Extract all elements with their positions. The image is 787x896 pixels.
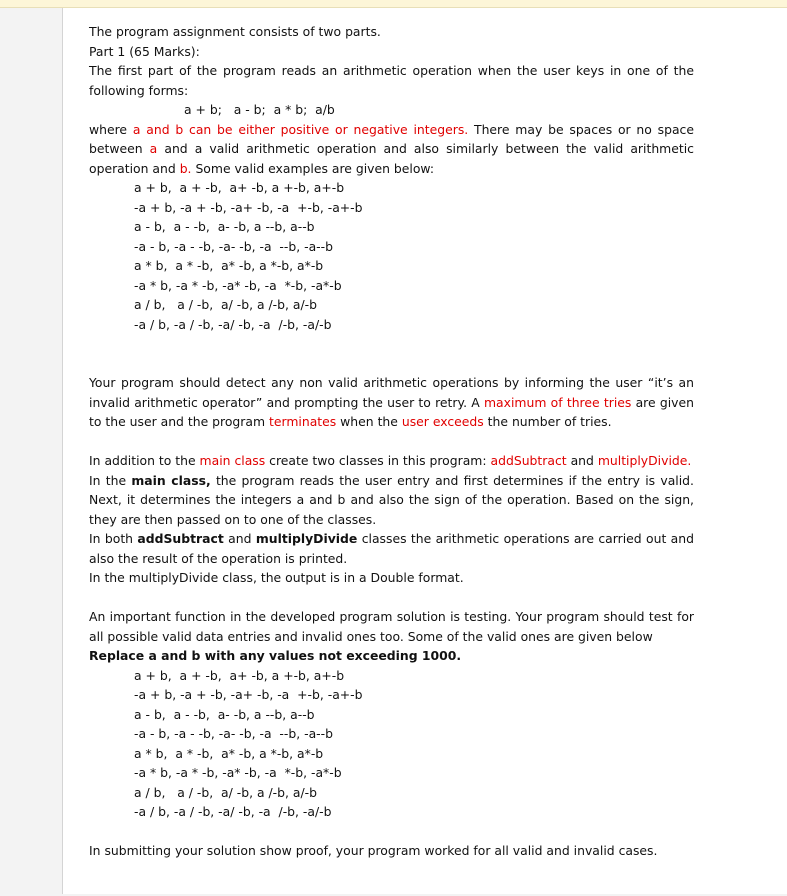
bold-addsubtract: addSubtract (137, 531, 224, 546)
paragraph-forms-intro: The first part of the program reads an arithmetic operation when the user keys in one of the following forms: (89, 63, 694, 98)
highlight-a: a (149, 141, 158, 156)
document-page (62, 8, 787, 894)
bold-multiplydivide: multiplyDivide (255, 531, 358, 546)
paragraph-classes: In addition to the main class create two classes in this program: addSubtract and multiplyDivide. (89, 453, 692, 468)
example-line: -a + b, -a + -b, -a+ -b, -a +-b, -a+-b (134, 199, 363, 215)
example-line: -a - b, -a - -b, -a- -b, -a --b, -a--b (134, 238, 333, 254)
paragraph-invalid-detection: Your program should detect any non valid arithmetic operations by informing the user “it’s an invalid arithmetic operator” and prompting the user to retry. A maximum of three tries are given to the user and the program terminates when the user exceeds the number of tries. (89, 375, 694, 429)
document-body (89, 22, 694, 861)
paragraph-testing: An important function in the developed program solution is testing. Your program should test for all possible valid data entries and invalid ones too. Some of the valid ones are given below (89, 609, 694, 644)
paragraph-double-format: In the multiplyDivide class, the output is in a Double format. (89, 570, 464, 585)
highlight-max-tries: maximum of three tries (483, 394, 632, 410)
forms-line: a + b; a - b; a * b; a/b (184, 102, 335, 117)
highlight-terminates: terminates (268, 414, 337, 429)
valid-examples-list-2 (89, 666, 694, 822)
example-line: a - b, a - -b, a- -b, a --b, a--b (134, 219, 315, 234)
paragraph-where: where a and b can be either positive or negative integers. There may be spaces or no space between a and a valid arithmetic operation and also similarly between the valid arithmetic operation and b. Some valid examples are given below: (89, 121, 694, 176)
bold-main-class: main class, (131, 472, 211, 488)
example-line: a + b, a + -b, a+ -b, a +-b, a+-b (134, 667, 345, 683)
paragraph-replace-values: Replace a and b with any values not exceeding 1000. (89, 648, 462, 663)
example-line: -a / b, -a / -b, -a/ -b, -a /-b, -a/-b (134, 804, 332, 819)
part1-heading: Part 1 (65 Marks): (89, 43, 200, 59)
example-line: a * b, a * -b, a* -b, a *-b, a*-b (134, 745, 324, 761)
highlight-addsubtract: addSubtract (490, 453, 567, 468)
example-line: a * b, a * -b, a* -b, a *-b, a*-b (134, 258, 324, 273)
example-line: -a * b, -a * -b, -a* -b, -a *-b, -a*-b (134, 277, 342, 293)
intro-line: The program assignment consists of two parts. (89, 24, 381, 39)
top-band (0, 0, 787, 8)
example-line: -a / b, -a / -b, -a/ -b, -a /-b, -a/-b (134, 316, 332, 332)
example-line: a - b, a - -b, a- -b, a --b, a--b (134, 706, 315, 722)
example-line: -a * b, -a * -b, -a* -b, -a *-b, -a*-b (134, 765, 342, 780)
highlight-b: b. (179, 160, 192, 176)
paragraph-both-classes: In both addSubtract and multiplyDivide classes the arithmetic operations are carried out and also the result of the operation is printed. (89, 531, 694, 566)
example-line: -a - b, -a - -b, -a- -b, -a --b, -a--b (134, 726, 333, 741)
paragraph-main-class: In the main class, the program reads the user entry and first determines if the entry is valid. Next, it determines the integers a and b and also the sign of the operation. Based on the sign, they are then passed on to one of the classes. (89, 472, 694, 527)
valid-examples-list (89, 178, 694, 334)
example-line: a + b, a + -b, a+ -b, a +-b, a+-b (134, 180, 345, 195)
highlight-user-exceeds: user exceeds (401, 414, 484, 429)
example-line: a / b, a / -b, a/ -b, a /-b, a/-b (134, 784, 318, 800)
example-line: a / b, a / -b, a/ -b, a /-b, a/-b (134, 297, 318, 312)
paragraph-submission: In submitting your solution show proof, your program worked for all valid and invalid cases. (89, 843, 658, 858)
example-line: -a + b, -a + -b, -a+ -b, -a +-b, -a+-b (134, 687, 363, 702)
highlight-main-class: main class (199, 453, 266, 468)
highlight-multiplydivide: multiplyDivide. (597, 453, 692, 468)
highlight-integers: a and b can be either positive or negative integers. (132, 121, 469, 137)
